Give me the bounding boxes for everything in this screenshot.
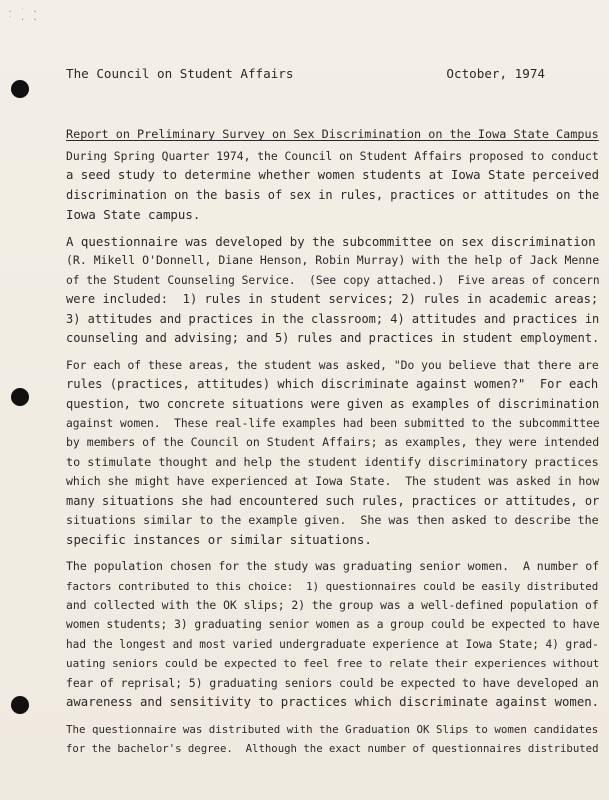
text-line: uating seniors could be expected to feel free to relate their experiences without (66, 657, 600, 671)
paragraph-5 (66, 720, 599, 759)
paragraph-3 (66, 356, 600, 550)
paragraph-1 (66, 147, 600, 225)
header-date: October, 1974 (446, 66, 545, 81)
text-line: many situations she had encountered such rules, practices or attitudes, or (66, 493, 600, 508)
text-line: fear of reprisal; 5) graduating seniors could be expected to have developed an (66, 675, 599, 690)
punch-hole-top (11, 80, 29, 98)
text-line: counseling and advising; and 5) rules and practices in student employment. (66, 331, 600, 346)
text-line: The questionnaire was distributed with the Graduation OK Slips to women candidates (66, 722, 599, 736)
text-line: which she might have experienced at Iowa State. The student was asked in how (66, 474, 600, 489)
text-line: (R. Mikell O'Donnell, Diane Henson, Robin Murray) with the help of Jack Menne (66, 253, 600, 268)
paragraph-4 (66, 557, 600, 712)
header-organization: The Council on Student Affairs (66, 66, 294, 81)
text-line: During Spring Quarter 1974, the Council on Student Affairs proposed to conduct (66, 149, 599, 163)
text-line: women students; 3) graduating senior women as a group could be expected to have (66, 618, 600, 632)
text-line: question, two concrete situations were given as examples of discrimination (66, 396, 600, 411)
text-line: awareness and sensitivity to practices which discriminate against women. (66, 695, 600, 710)
text-line: a seed study to determine whether women students at Iowa State perceived (66, 168, 600, 183)
text-line: rules (practices, attitudes) which discriminate against women?" For each (66, 377, 599, 392)
text-line: factors contributed to this choice: 1) questionnaires could be easily distributed (66, 579, 599, 593)
text-line: specific instances or similar situations. (66, 532, 372, 548)
punch-hole-middle (11, 388, 29, 406)
document-body (66, 147, 600, 766)
text-line: against women. These real-life examples had been submitted to the subcommittee (66, 417, 600, 431)
text-line: 3) attitudes and practices in the classroom; 4) attitudes and practices in (66, 311, 600, 326)
text-line: discrimination on the basis of sex in rules, practices or attitudes on the (66, 187, 600, 202)
text-line: and collected with the OK slips; 2) the group was a well-defined population of (66, 598, 599, 613)
paragraph-2 (66, 232, 600, 348)
report-title: Report on Preliminary Survey on Sex Discrimination on the Iowa State Campus (66, 127, 599, 141)
text-line: for the bachelor's degree. Although the exact number of questionnaires distributed (66, 742, 599, 756)
text-line: by members of the Council on Student Affairs; as examples, they were intended (66, 435, 600, 450)
text-line: of the Student Counseling Service. (See copy attached.) Five areas of concern (66, 273, 600, 287)
text-line: The population chosen for the study was graduating senior women. A number of (66, 559, 600, 574)
text-line: Iowa State campus. (66, 207, 201, 223)
text-line: to stimulate thought and help the student identify discriminatory practices (66, 454, 599, 469)
text-line: For each of these areas, the student was asked, "Do you believe that there are (66, 357, 599, 372)
text-line: A questionnaire was developed by the subcommittee on sex discrimination (66, 234, 596, 250)
punch-hole-bottom (11, 696, 29, 714)
scan-specks: · ˙ · ˙ · · (8, 8, 40, 24)
document-header (66, 66, 545, 81)
text-line: situations similar to the example given. She was then asked to describe the (66, 513, 599, 528)
text-line: had the longest and most varied undergraduate experience at Iowa State; 4) grad- (66, 637, 599, 651)
text-line: were included: 1) rules in student services; 2) rules in academic areas; (66, 292, 599, 307)
